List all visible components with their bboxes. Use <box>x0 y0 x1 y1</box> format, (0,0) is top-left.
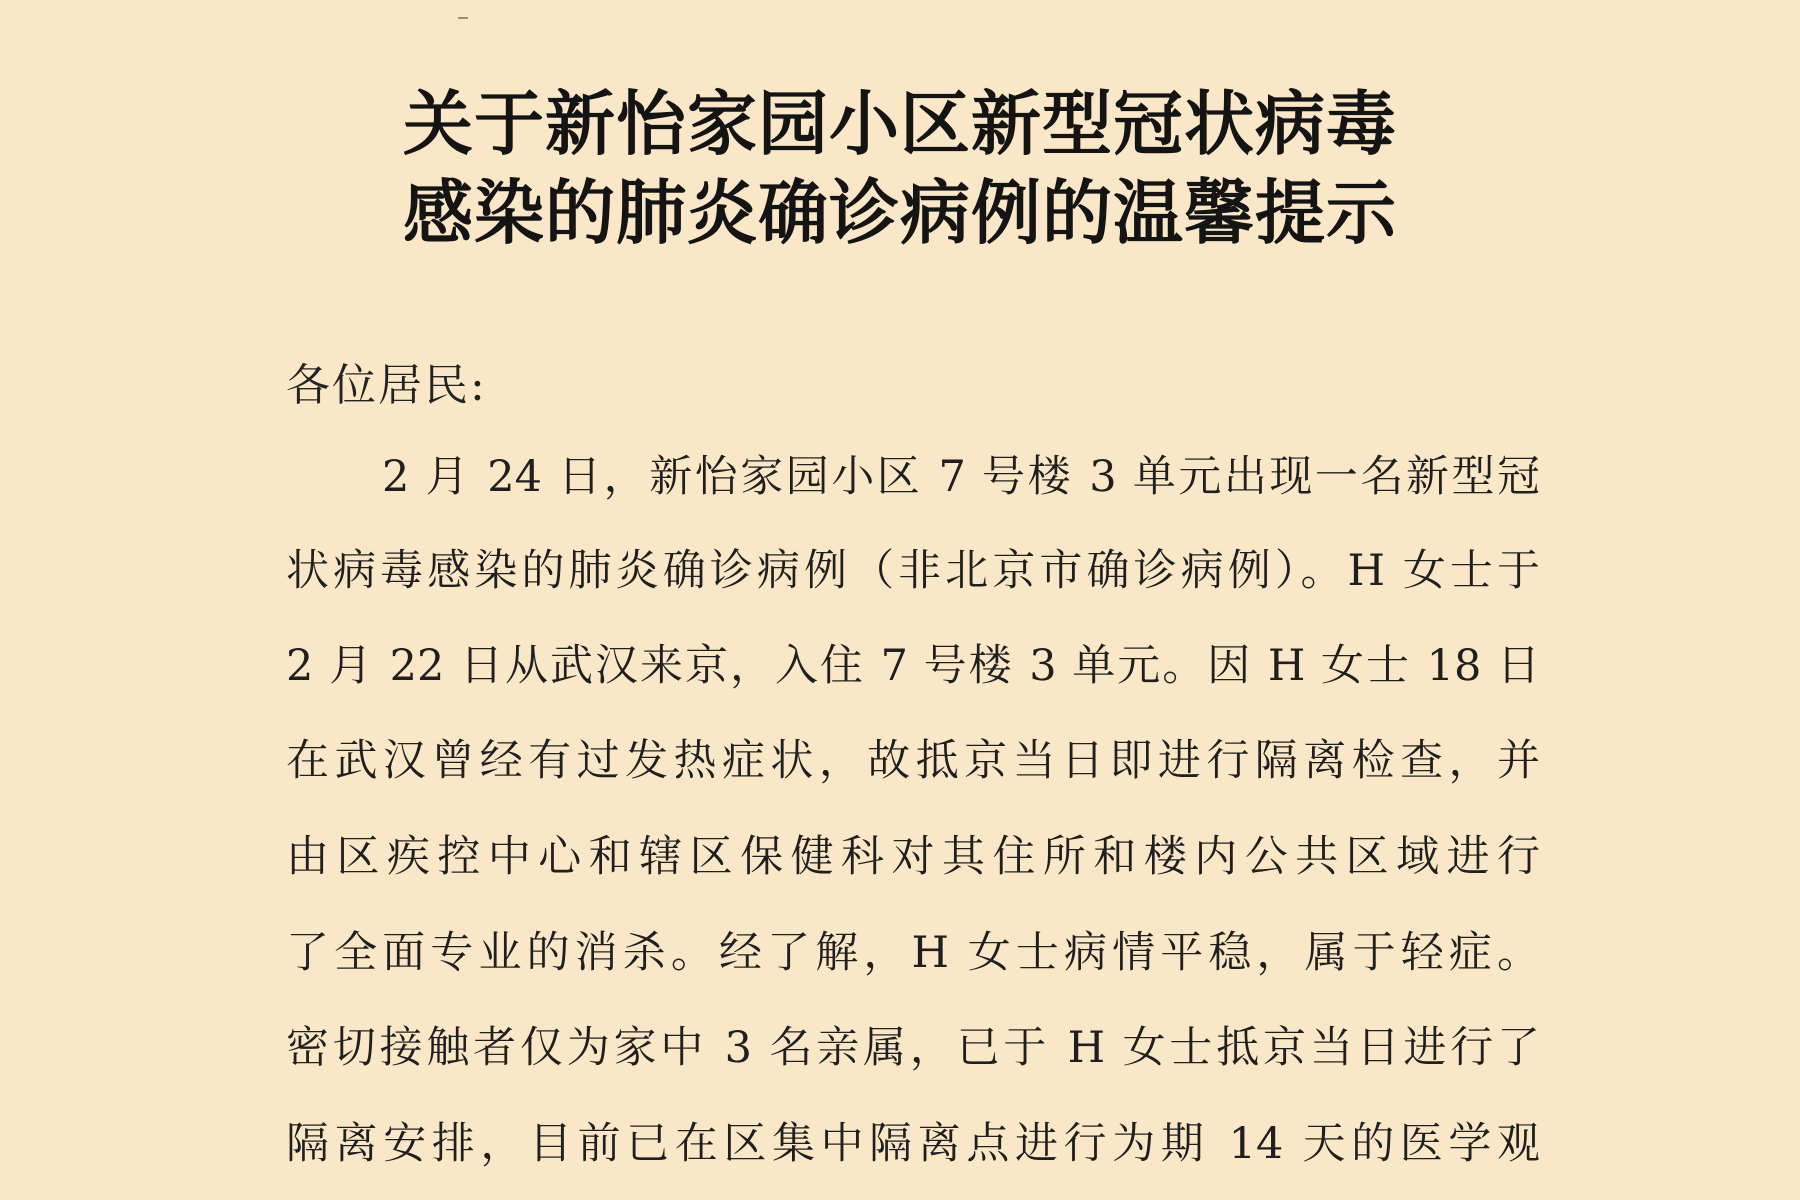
salutation: 各位居民: <box>286 360 487 411</box>
body-line-8: 隔离安排，目前已在区集中隔离点进行为期 14 天的医学观 <box>286 1119 1540 1169</box>
body-line-1: 2 月 24 日，新怡家园小区 7 号楼 3 单元出现一名新型冠 <box>382 452 1540 502</box>
body-line-3: 2 月 22 日从武汉来京，入住 7 号楼 3 单元。因 H 女士 18 日 <box>286 641 1540 691</box>
body-line-6: 了全面专业的消杀。经了解，H 女士病情平稳，属于轻症。 <box>286 928 1540 978</box>
document-title-line-2: 感染的肺炎确诊病例的温馨提示 <box>403 171 1397 254</box>
document-title-line-1: 关于新怡家园小区新型冠状病毒 <box>403 82 1397 165</box>
body-line-7: 密切接触者仅为家中 3 名亲属，已于 H 女士抵京当日进行了 <box>286 1023 1540 1073</box>
body-line-5: 由区疾控中心和辖区保健科对其住所和楼内公共区域进行 <box>286 832 1540 882</box>
body-line-2: 状病毒感染的肺炎确诊病例（非北京市确诊病例）。H 女士于 <box>286 546 1540 596</box>
body-line-4: 在武汉曾经有过发热症状，故抵京当日即进行隔离检查，并 <box>286 736 1540 786</box>
scan-speck <box>458 17 468 19</box>
